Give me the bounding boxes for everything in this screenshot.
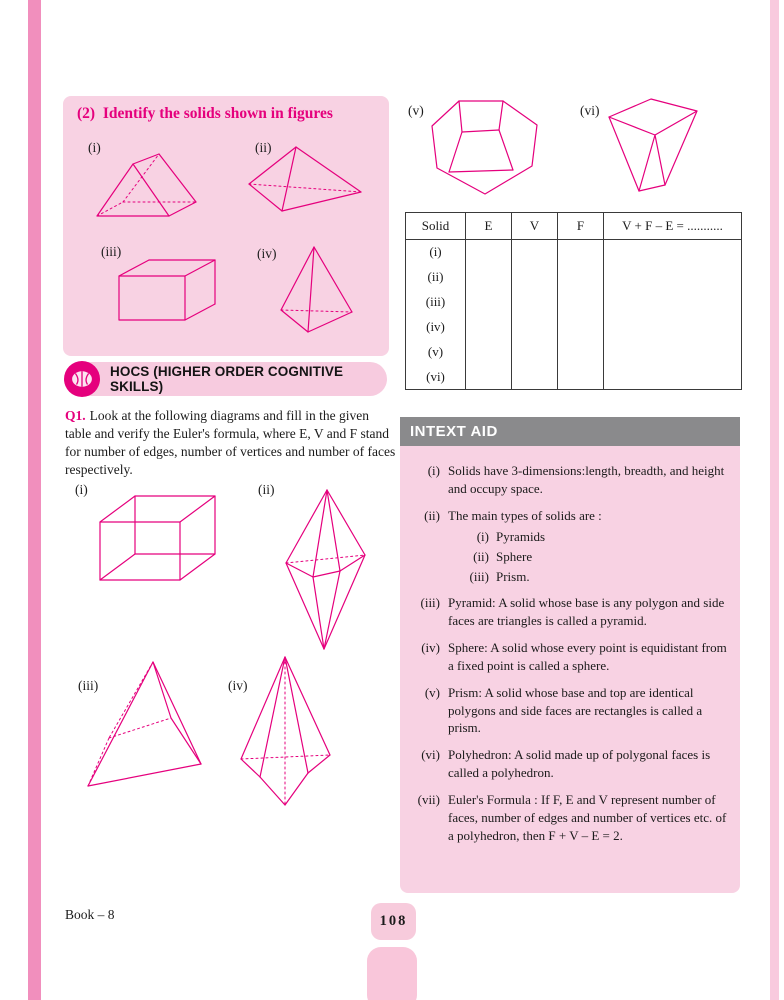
aid-item-label: (v) (424, 684, 440, 700)
aid-subitem-label: (ii) (473, 548, 489, 564)
figure-label-vi: (vi) (580, 103, 600, 118)
cell-v (512, 315, 558, 340)
table-row (406, 265, 742, 290)
cell-result (604, 340, 742, 365)
aid-item-label: (i) (427, 463, 440, 478)
aid-item-label: (vi) (421, 747, 440, 763)
square-pyramid-figure (83, 658, 208, 793)
left-margin-bar (28, 0, 41, 1000)
cell-result (604, 315, 742, 340)
figure-label-ii: (ii) (255, 140, 272, 155)
aid-item-text: Pyramid: A solid whose base is any polygon and side faces are triangles is called a pyramid. (448, 594, 725, 628)
figure-label-iv: (iv) (257, 246, 277, 261)
aid-subitem-text: Pyramids (496, 528, 546, 544)
cell-e (466, 315, 512, 340)
aid-subitem-text: Sphere (496, 548, 533, 564)
aid-item-text: Polyhedron: A solid made up of polygonal faces is called a polyhedron. (448, 747, 711, 781)
hocs-icon (64, 361, 100, 397)
aid-item-label: (ii) (424, 507, 440, 523)
cell-v (512, 340, 558, 365)
aid-item-label: (iv) (421, 639, 440, 655)
cell-e (466, 290, 512, 315)
aid-item-text: Solids have 3-dimensions:length, breadth, and height and occupy space. (448, 463, 725, 496)
question-1 (65, 407, 398, 479)
cell-v (512, 240, 558, 265)
cell-result (604, 365, 742, 390)
aid-item-text: Euler's Formula : If F, E and V represent number of faces, number of edges and number of vertices etc. of a polyhedron, then F + V – E = 2. (448, 792, 727, 844)
aid-subitem-text: Prism. (496, 568, 530, 584)
cuboid-figure (115, 254, 220, 324)
cell-v (512, 365, 558, 390)
row-label: (i) (406, 240, 466, 265)
intext-aid-box (400, 446, 740, 893)
bottom-tab (367, 947, 417, 1000)
hocs-banner (65, 362, 387, 396)
cell-e (466, 240, 512, 265)
table-row (406, 365, 742, 390)
col-header-solid: Solid (406, 213, 466, 240)
aid-subitem (468, 529, 728, 545)
identify-solids-box (63, 96, 389, 356)
aid-subitem (468, 569, 728, 585)
aid-item-text: The main types of solids are : (448, 507, 602, 523)
table-row (406, 240, 742, 265)
aid-item-text: Prism: A solid whose base and top are identical polygons and side faces are rectangles is called a prism. (448, 684, 703, 736)
cell-result (604, 240, 742, 265)
cuboid-wireframe-figure (95, 490, 220, 585)
cell-result (604, 265, 742, 290)
cell-f (558, 340, 604, 365)
aid-item (412, 507, 728, 525)
question-number: Q1. (65, 408, 86, 423)
aid-item-label: (vii) (417, 792, 440, 808)
question-text: Look at the following diagrams and fill in the given table and verify the Euler's formula, where E, V and F stand for number of edges, number of vertices and number of faces respectively. (65, 408, 396, 477)
cell-v (512, 290, 558, 315)
row-label: (iv) (406, 315, 466, 340)
table-header-row (406, 213, 742, 240)
aid-subitems (412, 529, 728, 585)
bipyramid-figure (283, 487, 368, 652)
cell-e (466, 265, 512, 290)
vertical-prism-figure (603, 95, 703, 198)
page-number-text: 108 (379, 913, 408, 929)
aid-subitem (468, 549, 728, 565)
figure-label-v: (v) (408, 103, 424, 118)
table-row (406, 315, 742, 340)
pentagonal-pyramid-figure (238, 653, 333, 813)
cell-e (466, 340, 512, 365)
cell-result (604, 290, 742, 315)
hexagonal-solid-figure (425, 98, 543, 201)
col-header-formula: V + F – E = ........... (604, 213, 742, 240)
intext-aid-header (400, 417, 740, 446)
cell-f (558, 290, 604, 315)
aid-item (412, 594, 728, 630)
cell-f (558, 265, 604, 290)
book-label: Book – 8 (65, 907, 115, 922)
right-margin-bar (770, 0, 779, 1000)
aid-item (412, 462, 728, 498)
aid-item (412, 684, 728, 738)
q1-figure-label-iv: (iv) (228, 678, 248, 693)
cell-v (512, 265, 558, 290)
aid-item (412, 791, 728, 845)
cell-f (558, 365, 604, 390)
aid-item (412, 639, 728, 675)
row-label: (ii) (406, 265, 466, 290)
intext-aid-title: INTEXT AID (410, 423, 498, 440)
q1-figure-label-iii: (iii) (78, 678, 99, 693)
col-header-e: E (466, 213, 512, 240)
table-row (406, 340, 742, 365)
q1-figure-label-i: (i) (75, 482, 88, 497)
hocs-title: HOCS (HIGHER ORDER COGNITIVE SKILLS) (110, 364, 344, 394)
aid-subitem-label: (iii) (469, 568, 489, 584)
row-label: (iii) (406, 290, 466, 315)
aid-subitem-label: (i) (476, 528, 489, 544)
row-label: (vi) (406, 365, 466, 390)
table-row (406, 290, 742, 315)
figure-label-i: (i) (88, 140, 101, 155)
row-label: (v) (406, 340, 466, 365)
pyramid-figure (278, 244, 356, 336)
page-number (371, 903, 416, 940)
col-header-f: F (558, 213, 604, 240)
euler-table (405, 212, 742, 390)
tetrahedron-figure (246, 144, 364, 214)
cell-f (558, 315, 604, 340)
figure-label-iii: (iii) (101, 244, 122, 259)
identify-title: (2) Identify the solids shown in figures (77, 105, 333, 122)
aid-item-text: Sphere: A solid whose every point is equidistant from a fixed point is called a sphere. (448, 639, 727, 673)
triangular-prism-figure (93, 152, 201, 222)
col-header-v: V (512, 213, 558, 240)
cell-e (466, 365, 512, 390)
cell-f (558, 240, 604, 265)
aid-item-label: (iii) (420, 594, 440, 610)
aid-item (412, 746, 728, 782)
q1-figure-label-ii: (ii) (258, 482, 275, 497)
